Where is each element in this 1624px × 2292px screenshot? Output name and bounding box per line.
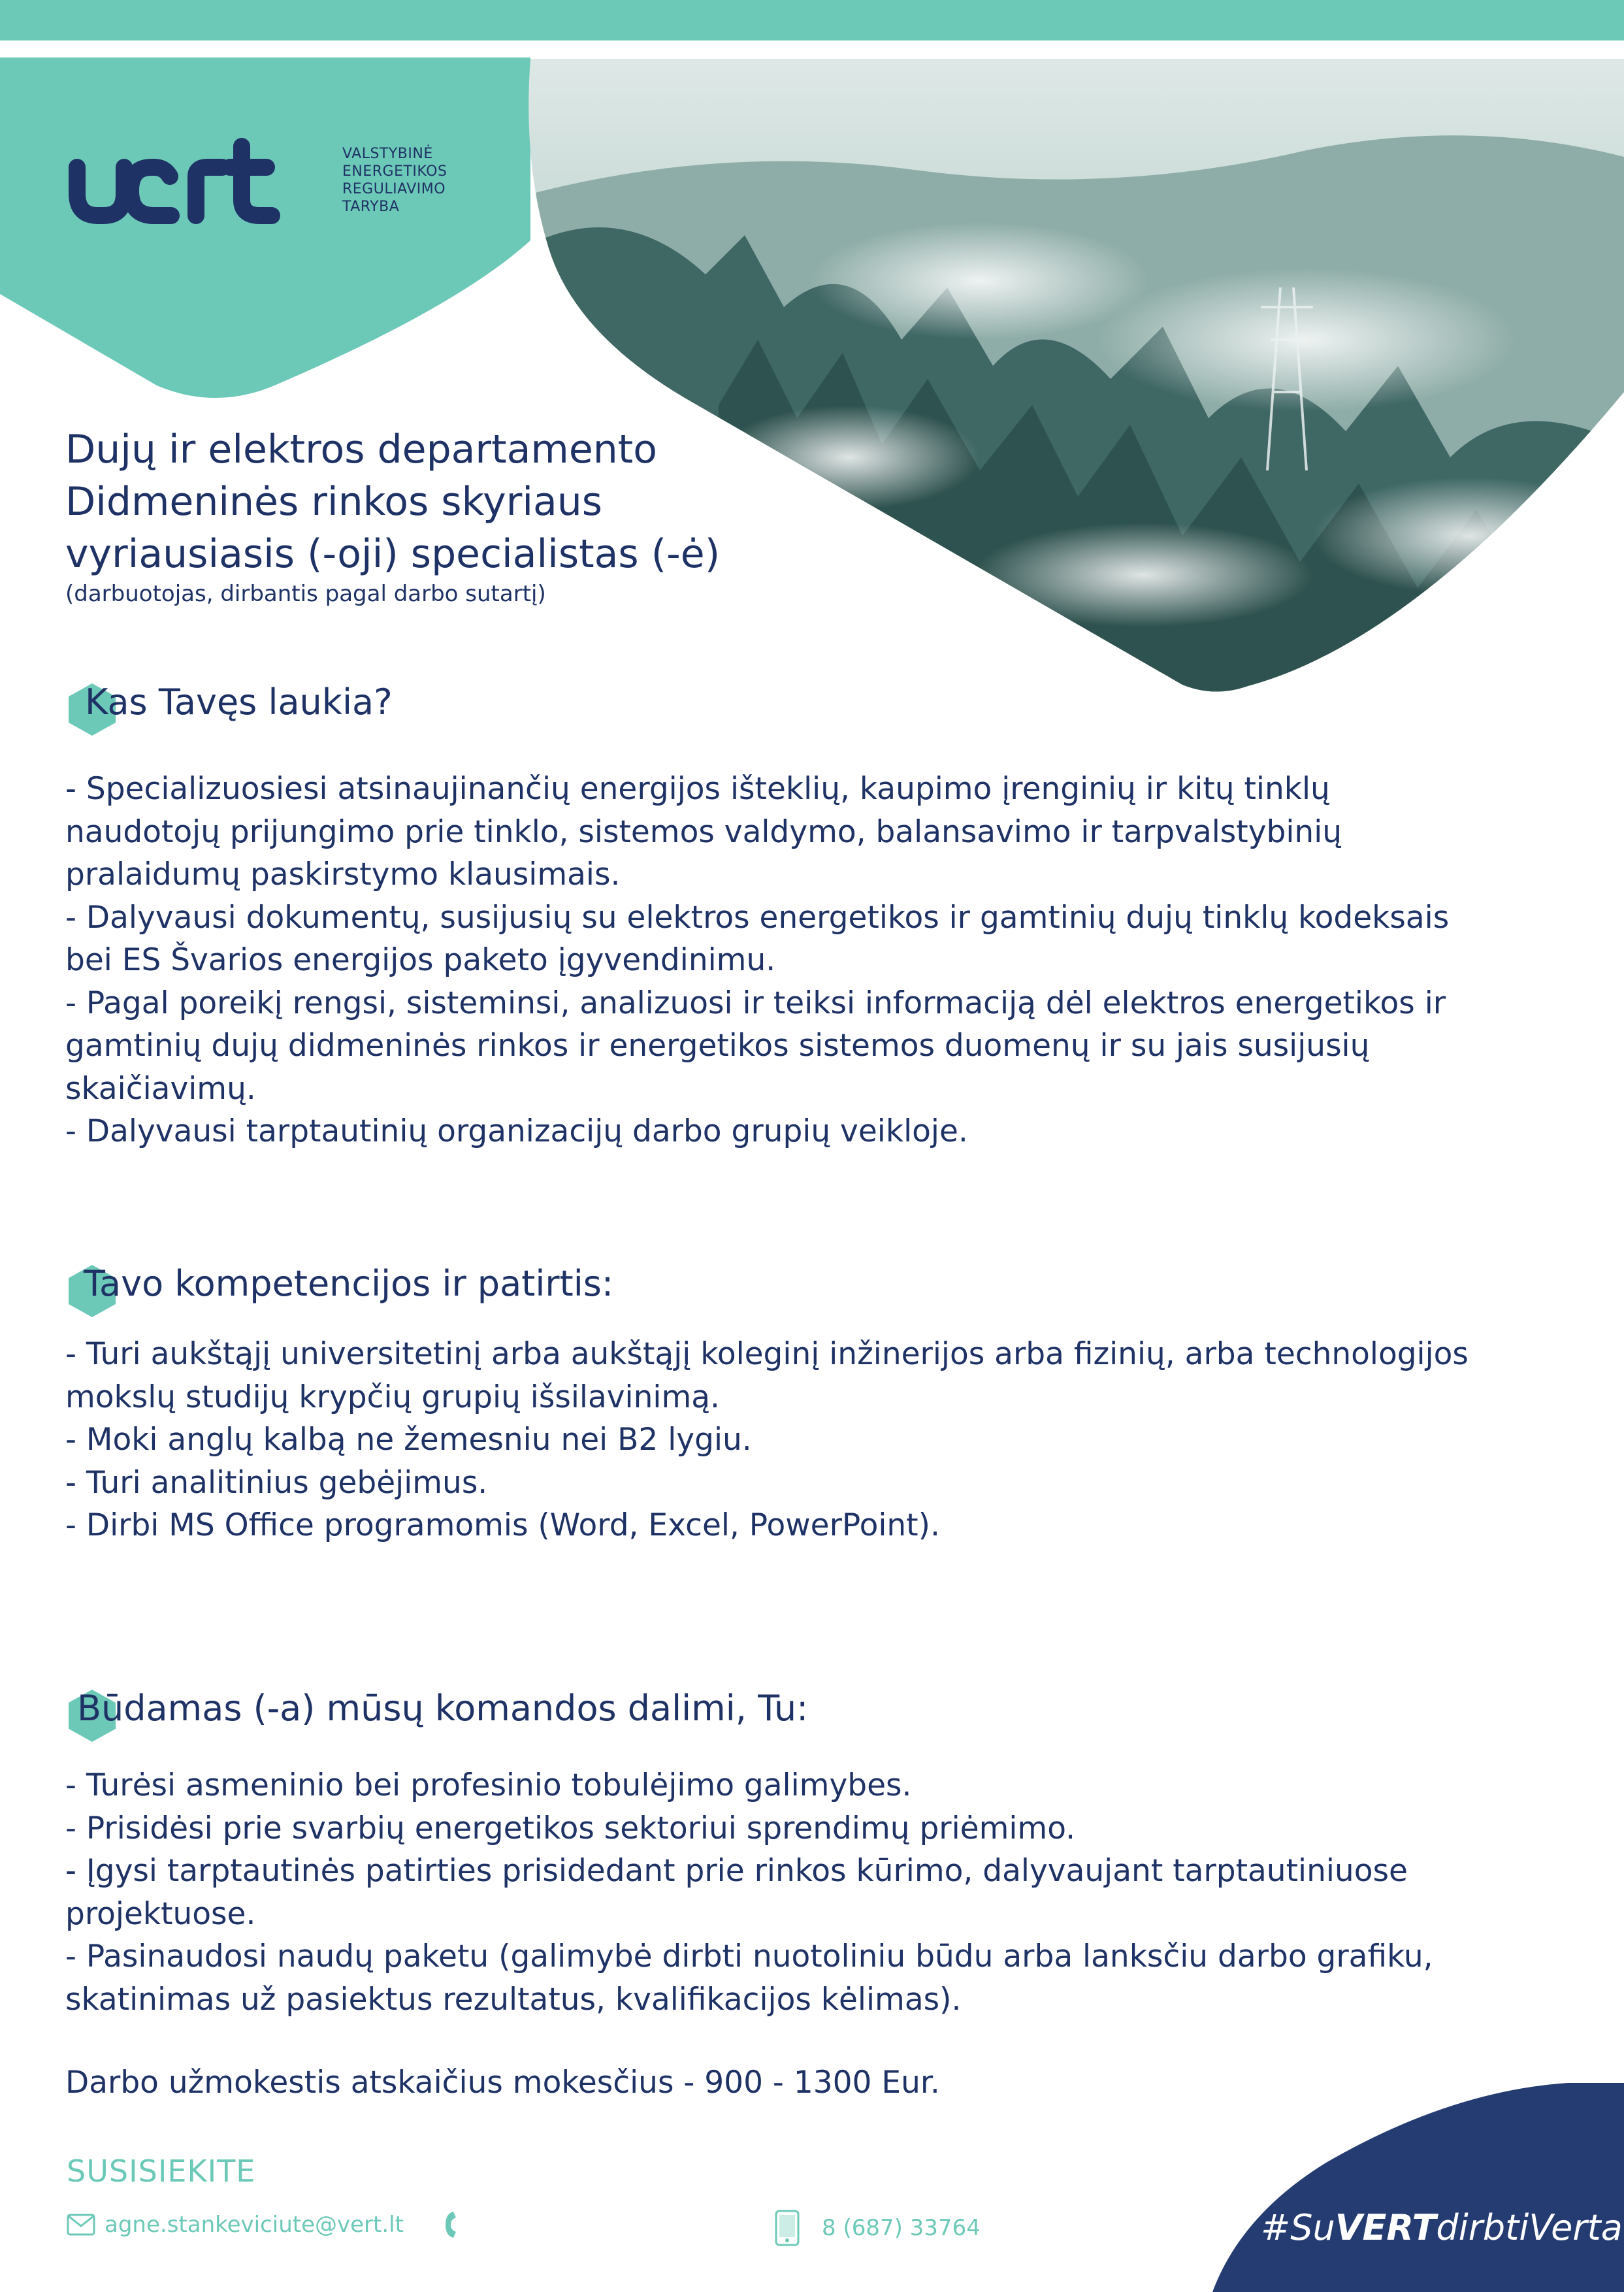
section-heading-competencies bbox=[65, 1261, 614, 1307]
forest-photo bbox=[523, 52, 1624, 719]
section-body-team bbox=[65, 1764, 1433, 2021]
body-line: - Pagal poreikį rengsi, sisteminsi, analizuosi ir teiksi informaciją dėl elektros energetikos ir bbox=[65, 985, 1446, 1021]
body-line: - Dirbi MS Office programomis (Word, Excel, PowerPoint). bbox=[65, 1507, 940, 1543]
body-line: gamtinių dujų didmeninės rinkos ir energetikos sistemos duomenų ir su jais susijusių bbox=[65, 1028, 1370, 1064]
section-heading-text: Kas Tavęs laukia? bbox=[85, 681, 393, 723]
logo-subtitle bbox=[342, 145, 447, 216]
hashtag-prefix: #Su bbox=[1261, 2207, 1335, 2248]
body-line: - Specializuosiesi atsinaujinančių energijos išteklių, kaupimo įrenginių ir kitų tinklų bbox=[65, 771, 1330, 807]
phone-handset-icon bbox=[442, 2210, 461, 2240]
mobile-phone-icon bbox=[775, 2210, 800, 2246]
contact-phone[interactable] bbox=[775, 2210, 981, 2246]
job-title-line: Dujų ir elektros departamento bbox=[65, 427, 658, 472]
body-line: - Pasinaudosi naudų paketu (galimybė dirbti nuotoliniu būdu arba lanksčiu darbo grafiku, bbox=[65, 1939, 1433, 1974]
section-heading-text: Tavo kompetencijos ir patirtis: bbox=[84, 1263, 614, 1304]
hashtag-suffix: dirbtiVerta bbox=[1436, 2207, 1623, 2248]
section-heading-text: Būdamas (-a) mūsų komandos dalimi, Tu: bbox=[77, 1688, 809, 1729]
envelope-icon bbox=[67, 2214, 95, 2236]
body-line: skaičiavimų. bbox=[65, 1070, 256, 1107]
hero-graphic bbox=[0, 0, 1624, 719]
logo-subtitle-line: REGULIAVIMO bbox=[342, 181, 446, 197]
logo-subtitle-line: VALSTYBINĖ bbox=[342, 146, 433, 162]
job-title-line: Didmeninės rinkos skyriaus bbox=[65, 479, 603, 525]
body-line: - Dalyvausi dokumentų, susijusių su elektros energetikos ir gamtinių dujų tinklų kodeksais bbox=[65, 899, 1450, 936]
body-line: - Turėsi asmeninio bei profesinio tobulėjimo galimybes. bbox=[65, 1767, 912, 1803]
body-line: skatinimas už pasiektus rezultatus, kvalifikacijos kėlimas). bbox=[65, 1981, 962, 2018]
contact-email[interactable] bbox=[67, 2210, 461, 2240]
logo-subtitle-line: ENERGETIKOS bbox=[342, 163, 447, 180]
email-text[interactable]: agne.stankeviciute@vert.lt bbox=[105, 2212, 404, 2238]
body-line: - Dalyvausi tarptautinių organizacijų darbo grupių veikloje. bbox=[65, 1113, 968, 1149]
body-line: naudotojų prijungimo prie tinklo, sistemos valdymo, balansavimo ir tarpvalstybinių bbox=[65, 813, 1342, 850]
phone-text[interactable]: 8 (687) 33764 bbox=[822, 2215, 981, 2241]
body-line: mokslų studijų krypčių grupių išsilavinimą. bbox=[65, 1379, 720, 1415]
hashtag-text bbox=[1261, 2207, 1623, 2248]
section-heading-team bbox=[65, 1686, 809, 1731]
body-line: - Prisidėsi prie svarbių energetikos sektoriui sprendimų priėmimo. bbox=[65, 1810, 1076, 1846]
contact-title: SUSISIEKITE bbox=[67, 2153, 256, 2189]
section-body-waiting bbox=[65, 768, 1449, 1153]
section-heading-waiting bbox=[65, 679, 393, 725]
body-line: - Įgysi tarptautinės patirties prisidedant prie rinkos kūrimo, dalyvaujant tarptautiniuose bbox=[65, 1853, 1408, 1889]
job-title bbox=[65, 423, 720, 580]
hashtag-bold: VERT bbox=[1335, 2207, 1437, 2248]
job-title-line: vyriausiasis (-oji) specialistas (-ė) bbox=[65, 531, 721, 577]
logo-subtitle-line: TARYBA bbox=[342, 199, 400, 215]
job-subtitle: (darbuotojas, dirbantis pagal darbo sutartį) bbox=[65, 581, 546, 607]
body-line: projektuose. bbox=[65, 1895, 256, 1932]
hashtag-backdrop-shape bbox=[1176, 2078, 1624, 2292]
body-line: bei ES Švarios energijos paketo įgyvendinimu. bbox=[65, 942, 776, 978]
salary-line: Darbo užmokestis atskaičius mokesčius - 900 - 1300 Eur. bbox=[65, 2065, 940, 2101]
body-line: - Turi analitinius gebėjimus. bbox=[65, 1464, 488, 1501]
body-line: - Turi aukštąjį universitetinį arba aukštąjį koleginį inžinerijos arba fizinių, arba technologijos bbox=[65, 1336, 1469, 1372]
body-line: pralaidumų paskirstymo klausimais. bbox=[65, 857, 621, 892]
section-body-competencies bbox=[65, 1333, 1469, 1547]
body-line: - Moki anglų kalbą ne žemesniu nei B2 lygiu. bbox=[65, 1422, 752, 1458]
